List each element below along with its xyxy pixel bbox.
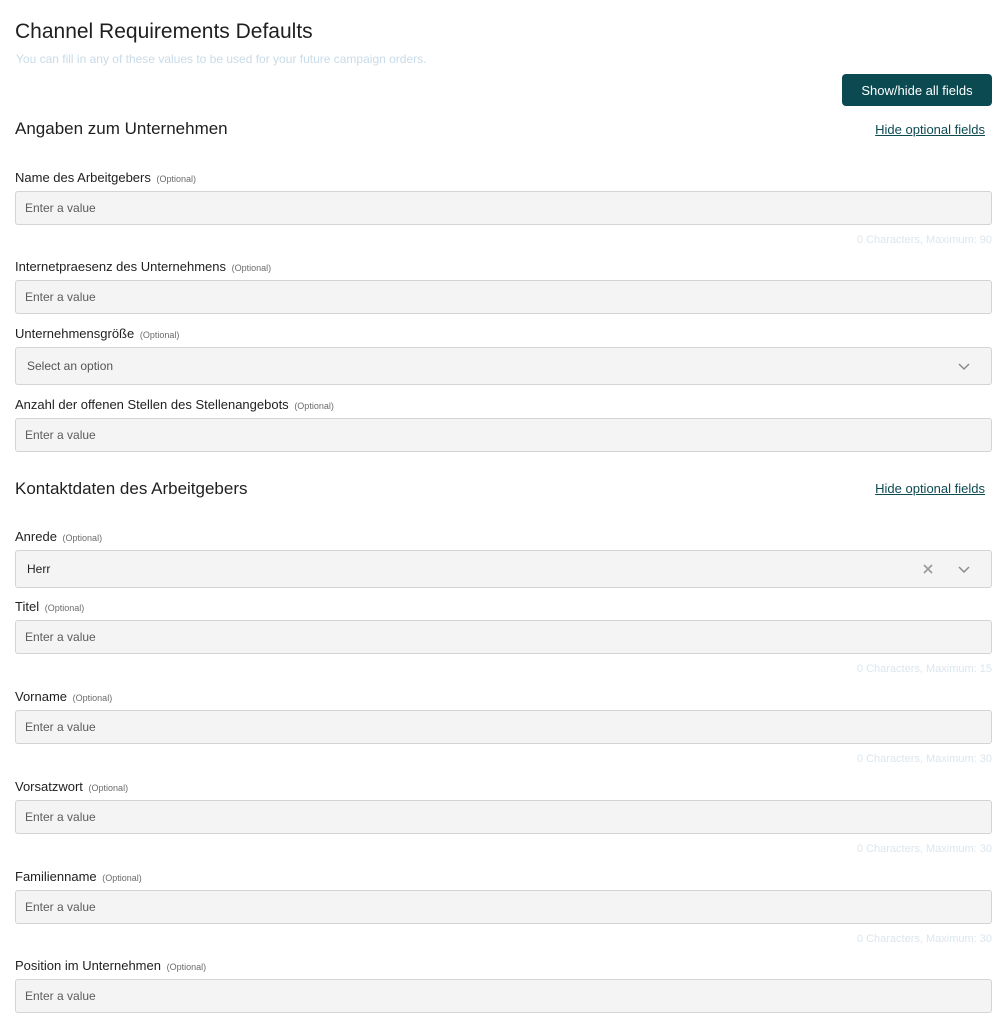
company-website-input[interactable]: [15, 280, 992, 314]
field-label: Anrede (Optional): [15, 529, 103, 544]
field-label: Familienname (Optional): [15, 869, 142, 884]
field-label: Anzahl der offenen Stellen des Stellenangebots (Optional): [15, 397, 334, 412]
optional-tag: (Optional): [62, 533, 103, 543]
field-first-name: [15, 688, 992, 766]
chevron-down-icon: [957, 359, 971, 373]
character-counter: 0 Characters, Maximum: 30: [856, 843, 992, 855]
salutation-select[interactable]: [15, 550, 992, 588]
field-label: Vorname (Optional): [15, 689, 113, 704]
field-company-website: [15, 258, 992, 314]
optional-tag: (Optional): [139, 330, 180, 340]
field-label: Name des Arbeitgebers (Optional): [15, 170, 196, 185]
field-company-size: [15, 325, 992, 385]
hide-optional-fields-link-contact[interactable]: Hide optional fields: [875, 481, 985, 496]
close-icon[interactable]: [921, 562, 935, 576]
character-counter: 0 Characters, Maximum: 15: [856, 663, 992, 675]
optional-tag: (Optional): [44, 603, 85, 613]
optional-tag: (Optional): [88, 783, 129, 793]
field-name-prefix: [15, 778, 992, 856]
field-company-position: [15, 957, 992, 1013]
open-positions-input[interactable]: [15, 418, 992, 452]
select-value: Herr: [27, 562, 51, 576]
title-input[interactable]: [15, 620, 992, 654]
select-value: Select an option: [27, 359, 114, 373]
field-employer-name: [15, 169, 992, 247]
name-prefix-input[interactable]: [15, 800, 992, 834]
section-title-contact: Kontaktdaten des Arbeitgebers: [15, 479, 248, 498]
field-label: Titel (Optional): [15, 599, 85, 614]
field-title: [15, 598, 992, 676]
character-counter: 0 Characters, Maximum: 30: [856, 933, 992, 945]
first-name-input[interactable]: [15, 710, 992, 744]
page-title: Channel Requirements Defaults: [15, 20, 313, 43]
field-label: Unternehmensgröße (Optional): [15, 326, 180, 341]
section-title-company: Angaben zum Unternehmen: [15, 119, 228, 138]
chevron-down-icon: [957, 562, 971, 576]
field-label: Vorsatzwort (Optional): [15, 779, 129, 794]
field-open-positions-count: [15, 396, 992, 452]
field-label: Position im Unternehmen (Optional): [15, 958, 207, 973]
field-salutation: [15, 528, 992, 588]
employer-name-input[interactable]: [15, 191, 992, 225]
field-last-name: [15, 868, 992, 946]
optional-tag: (Optional): [294, 401, 334, 411]
optional-tag: (Optional): [102, 873, 142, 883]
character-counter: 0 Characters, Maximum: 90: [856, 234, 992, 246]
field-label: Internetpraesenz des Unternehmens (Optional): [15, 259, 272, 274]
company-position-input[interactable]: [15, 979, 992, 1013]
show-hide-all-fields-button[interactable]: Show/hide all fields: [842, 74, 992, 106]
optional-tag: (Optional): [231, 263, 272, 273]
character-counter: 0 Characters, Maximum: 30: [856, 753, 992, 765]
hide-optional-fields-link-company[interactable]: Hide optional fields: [875, 122, 985, 137]
page-subtitle: You can fill in any of these values to be used for your future campaign orders.: [16, 52, 427, 66]
company-size-select[interactable]: [15, 347, 992, 385]
optional-tag: (Optional): [156, 174, 196, 184]
optional-tag: (Optional): [166, 962, 207, 972]
optional-tag: (Optional): [72, 693, 113, 703]
last-name-input[interactable]: [15, 890, 992, 924]
